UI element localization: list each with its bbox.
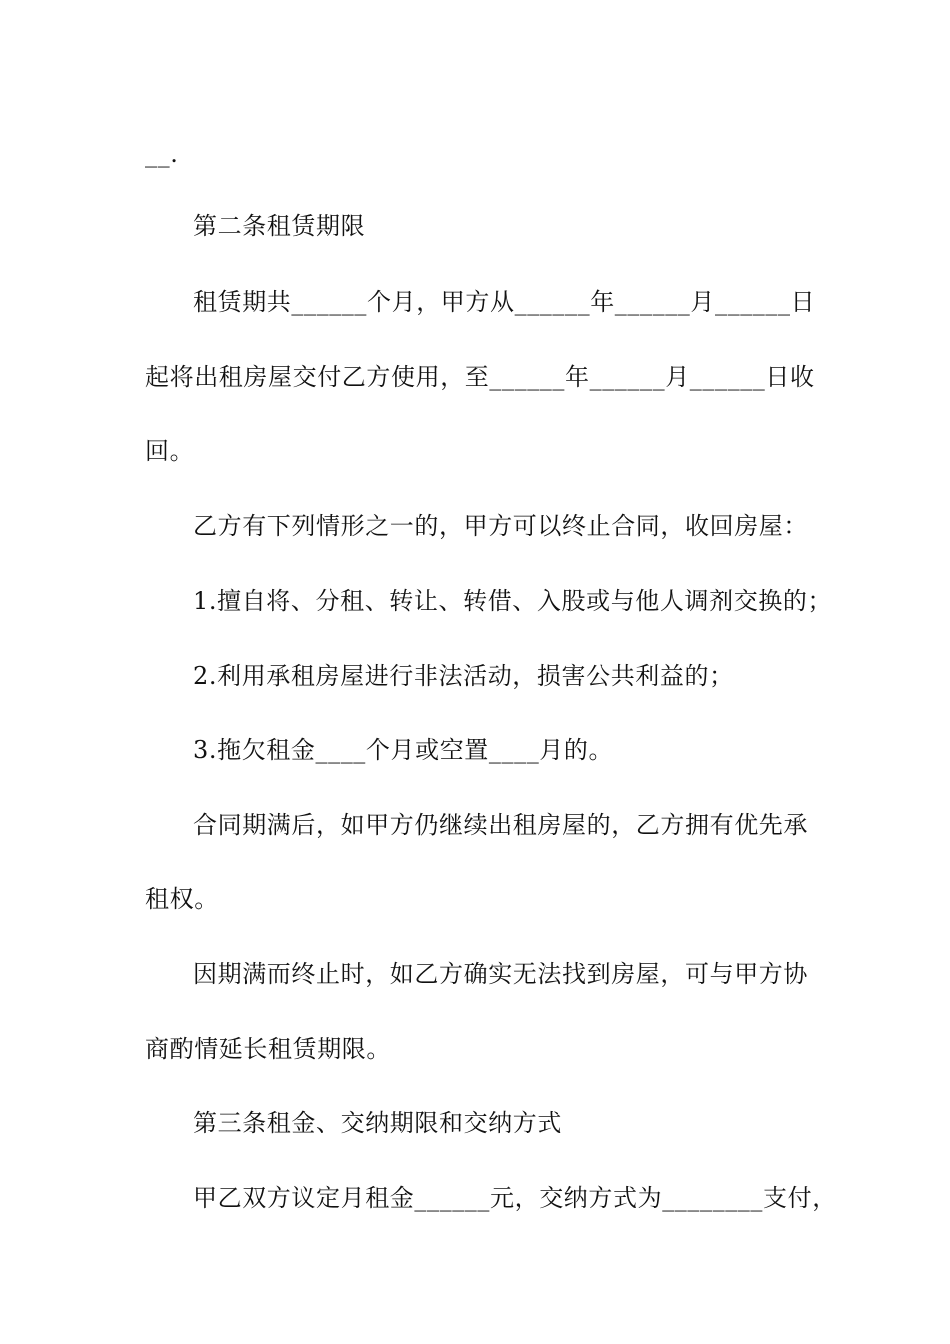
text-line: 回。 xyxy=(145,437,195,465)
text-line: 因期满而终止时，如乙方确实无法找到房屋，可与甲方协 xyxy=(193,960,808,988)
text-line: 租权。 xyxy=(145,885,219,913)
text-line: 甲乙双方议定月租金______元，交纳方式为________支付， xyxy=(193,1184,837,1212)
text-line: 起将出租房屋交付乙方使用，至______年______月______日收 xyxy=(145,363,815,391)
section-heading: 第二条租赁期限 xyxy=(193,212,366,240)
list-item: 1.擅自将、分租、转让、转借、入股或与他人调剂交换的； xyxy=(193,587,833,615)
text-line: __. xyxy=(145,140,179,168)
list-item: 3.拖欠租金____个月或空置____月的。 xyxy=(193,736,614,764)
section-heading: 第三条租金、交纳期限和交纳方式 xyxy=(193,1109,562,1137)
text-line: 合同期满后，如甲方仍继续出租房屋的，乙方拥有优先承 xyxy=(193,811,808,839)
text-line: 商酌情延长租赁期限。 xyxy=(145,1035,391,1063)
list-item: 2.利用承租房屋进行非法活动，损害公共利益的； xyxy=(193,662,734,690)
text-line: 租赁期共______个月，甲方从______年______月______日 xyxy=(193,288,816,316)
text-line: 乙方有下列情形之一的，甲方可以终止合同，收回房屋： xyxy=(193,512,808,540)
